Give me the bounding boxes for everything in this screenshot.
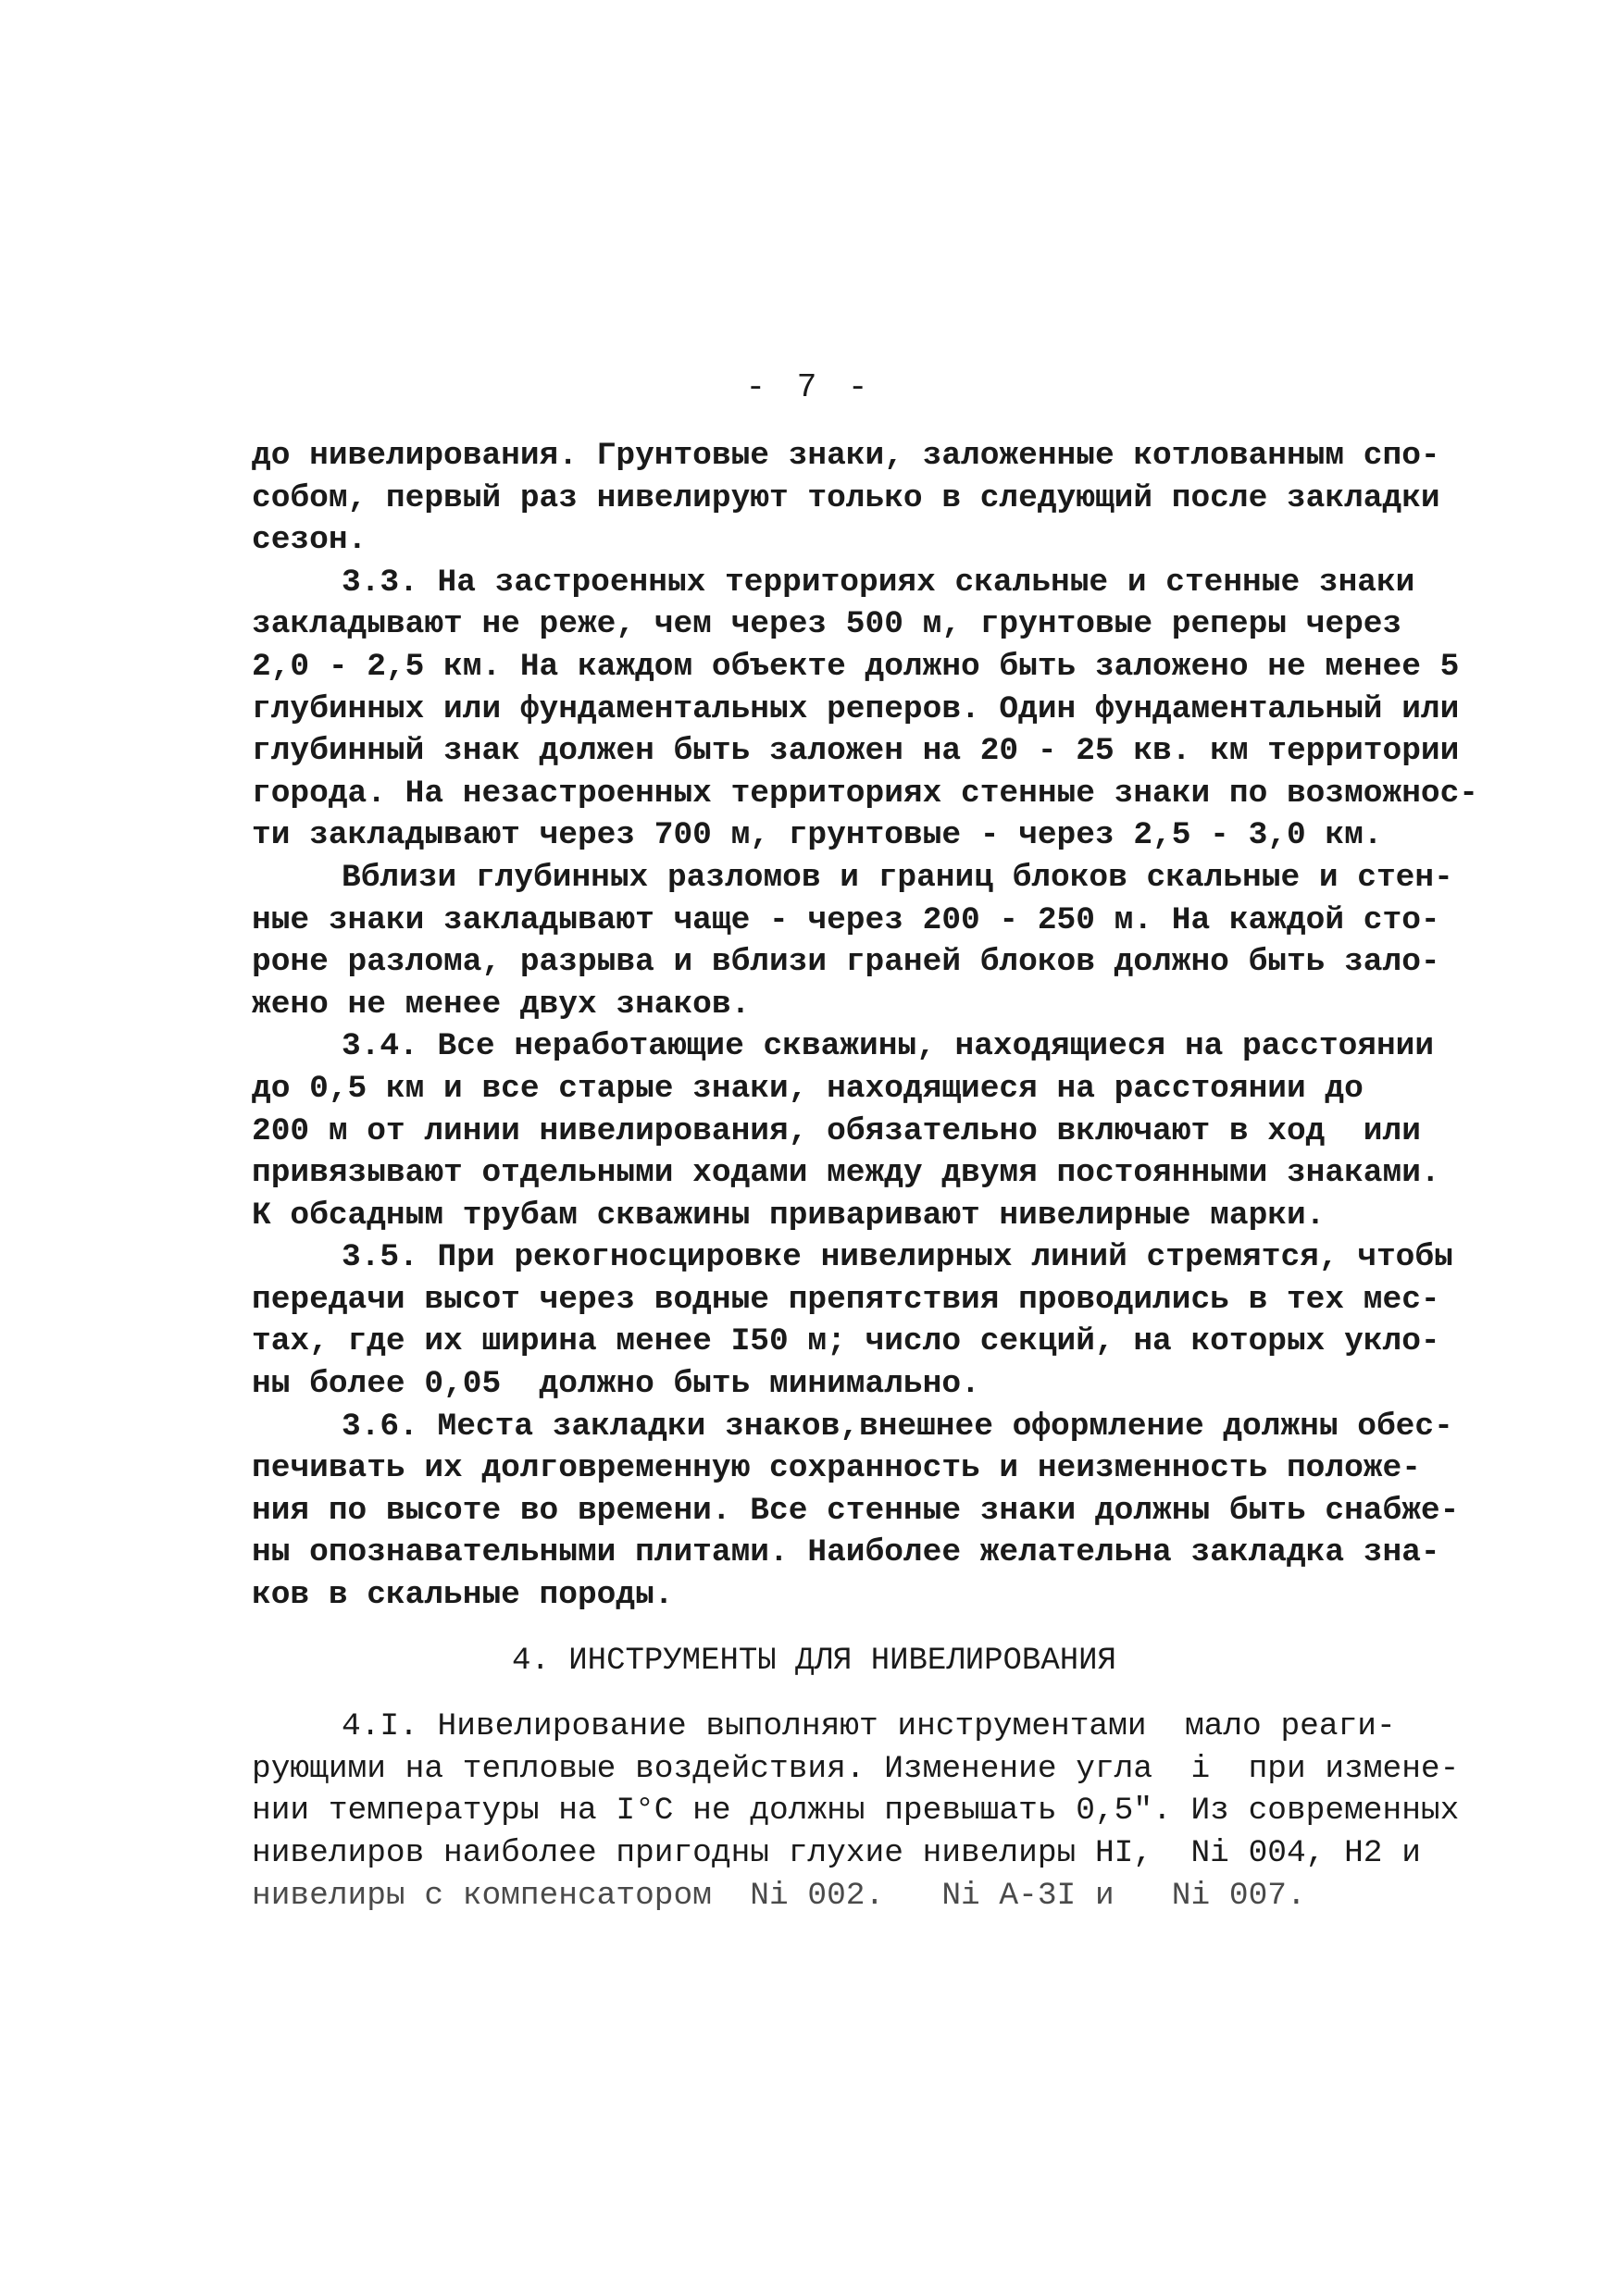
text-line: жено не менее двух знаков.	[252, 986, 751, 1023]
text-line: передачи высот через водные препятствия проводились в тех мес-	[252, 1281, 1440, 1318]
text-line: собом, первый раз нивелируют только в следующий после закладки	[252, 479, 1440, 516]
paragraph-intro	[252, 435, 1440, 562]
text-line: глубинный знак должен быть заложен на 20 - 25 кв. км территории	[252, 733, 1460, 770]
text-line: глубинных или фундаментальных реперов. Один фундаментальный или	[252, 690, 1460, 727]
text-line: 3.6. Места закладки знаков,внешнее оформление должны обес-	[342, 1408, 1453, 1445]
text-line: города. На незастроенных территориях стенные знаки по возможнос-	[252, 775, 1479, 812]
text-line: ные знаки закладывают чаще - через 200 - 250 м. На каждой сто-	[252, 901, 1440, 938]
paragraph-4-1	[252, 1706, 1460, 1917]
text-line: нивелиры с компенсатором Ni 002. Ni A-3I и Ni 007.	[252, 1877, 1306, 1914]
text-line: ков в скальные породы.	[252, 1577, 674, 1614]
document-body	[252, 435, 1479, 1917]
text-line: рующими на тепловые воздействия. Изменение угла i при измене-	[252, 1750, 1460, 1787]
paragraph-3-5	[252, 1236, 1453, 1405]
text-line: закладывают не реже, чем через 500 м, грунтовые реперы через	[252, 606, 1402, 643]
text-line: 2,0 - 2,5 км. На каждом объекте должно быть заложено не менее 5	[252, 648, 1460, 685]
text-line: роне разлома, разрыва и вблизи граней блоков должно быть зало-	[252, 944, 1440, 981]
text-line: тах, где их ширина менее I50 м; число секций, на которых укло-	[252, 1323, 1440, 1360]
text-line: ти закладывают через 700 м, грунтовые - через 2,5 - 3,0 км.	[252, 817, 1383, 854]
text-line: нивелиров наиболее пригодны глухие нивелиры HI, Ni 004, H2 и	[252, 1835, 1421, 1871]
paragraph-3-4	[252, 1025, 1440, 1236]
text-line: печивать их долговременную сохранность и неизменность положе-	[252, 1450, 1421, 1487]
page-number: - 7 -	[745, 368, 874, 406]
text-line: 200 м от линии нивелирования, обязательно включают в ход или	[252, 1112, 1421, 1149]
text-line: ния по высоте во времени. Все стенные знаки должны быть снабже-	[252, 1492, 1460, 1529]
text-line: 4.I. Нивелирование выполняют инструментами мало реаги-	[342, 1708, 1396, 1745]
text-line: привязывают отдельными ходами между двумя постоянными знаками.	[252, 1155, 1440, 1192]
paragraph-3-6	[252, 1406, 1460, 1617]
text-line: сезон.	[252, 522, 367, 559]
text-line: 3.5. При рекогносцировке нивелирных линий стремятся, чтобы	[342, 1239, 1453, 1276]
paragraph-3-3	[252, 562, 1479, 857]
text-line: 3.3. На застроенных территориях скальные и стенные знаки	[342, 564, 1415, 601]
paragraph-3-3-continued	[252, 857, 1453, 1025]
text-line: Вблизи глубинных разломов и границ блоков скальные и стен-	[342, 859, 1453, 896]
section-heading: 4. ИНСТРУМЕНТЫ ДЛЯ НИВЕЛИРОВАНИЯ	[512, 1643, 1116, 1679]
text-line: до нивелирования. Грунтовые знаки, заложенные котлованным спо-	[252, 438, 1440, 474]
text-line: ны более 0,05 должно быть минимально.	[252, 1366, 980, 1403]
text-line: до 0,5 км и все старые знаки, находящиеся на расстоянии до	[252, 1070, 1364, 1107]
text-line: К обсадным трубам скважины приваривают нивелирные марки.	[252, 1197, 1326, 1234]
text-line: 3.4. Все неработающие скважины, находящиеся на расстоянии	[342, 1028, 1435, 1065]
text-line: нии температуры на I°С не должны превышать 0,5". Из современных	[252, 1793, 1460, 1830]
text-line: ны опознавательными плитами. Наиболее желательна закладка зна-	[252, 1534, 1440, 1571]
